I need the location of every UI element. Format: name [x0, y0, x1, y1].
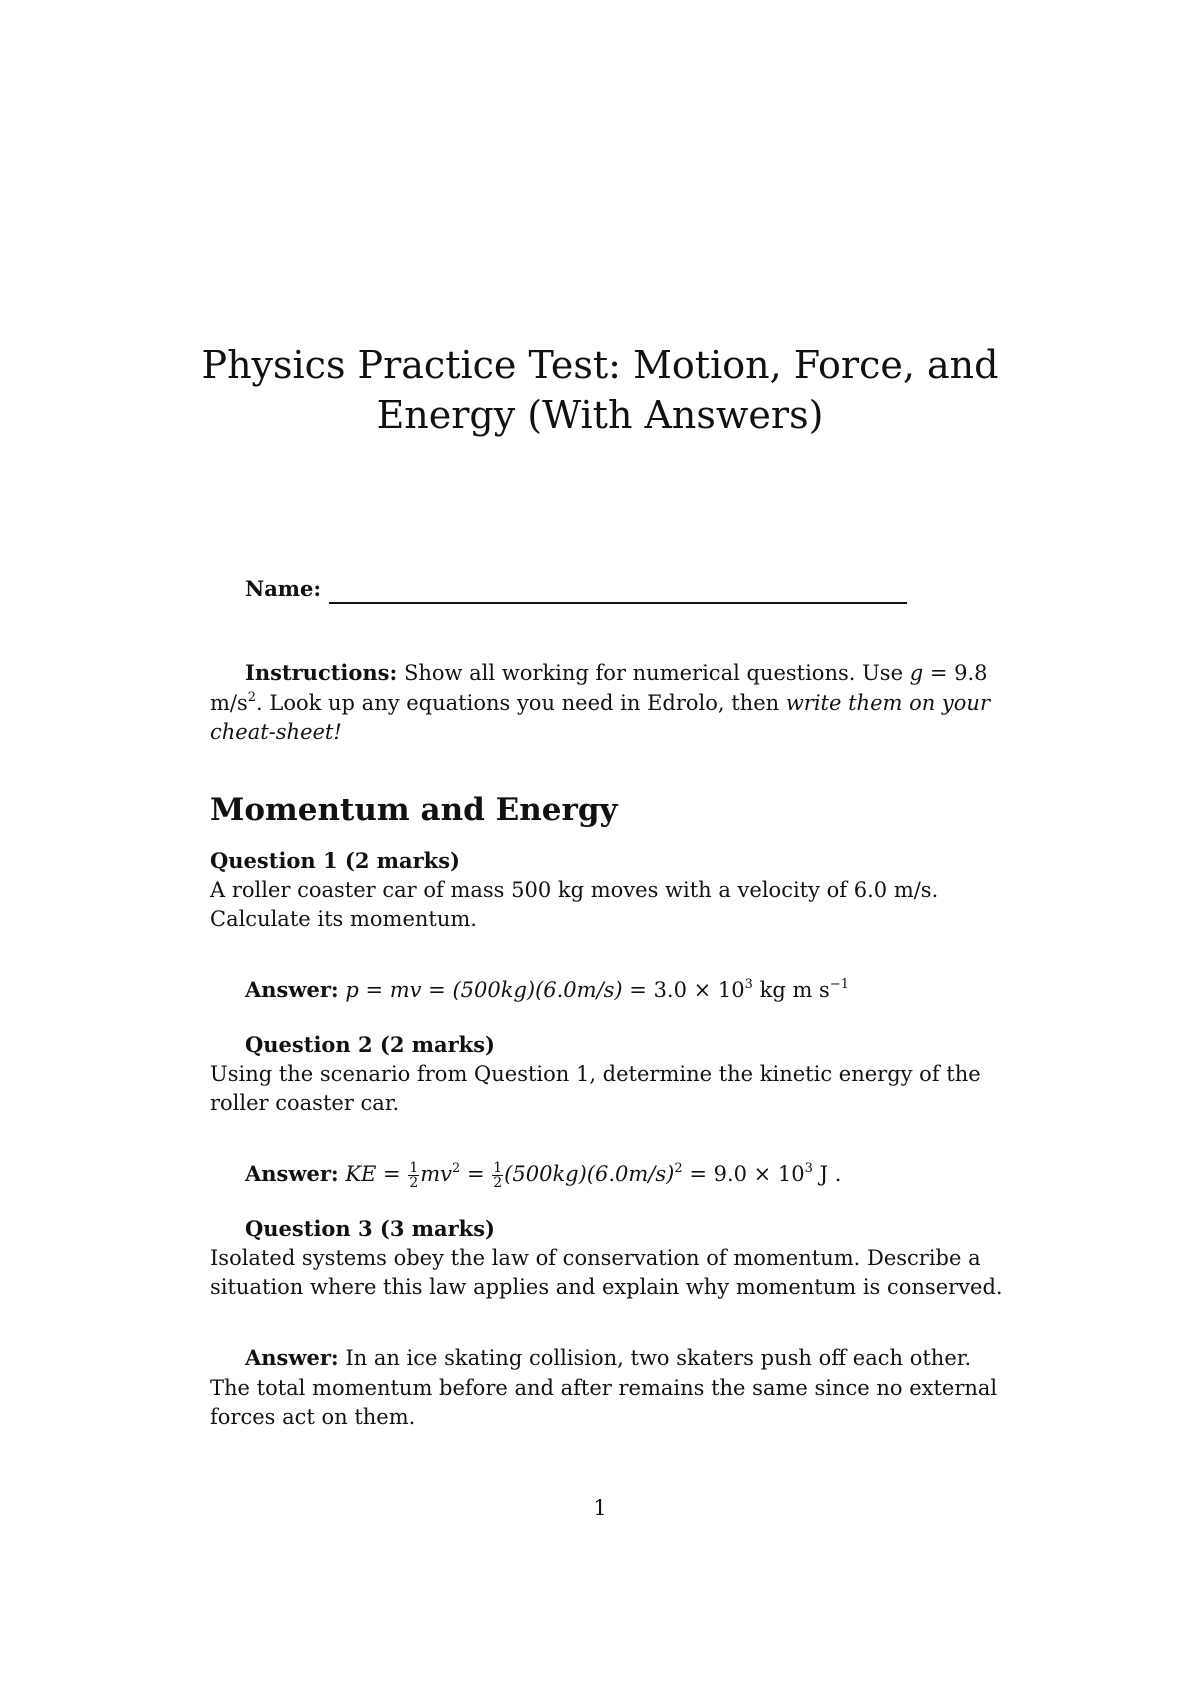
name-blank-line: [329, 580, 907, 604]
answer-2-unit: J .: [812, 1162, 842, 1186]
instructions-text-2: . Look up any equations you need in Edrolo, then: [256, 690, 786, 715]
instructions-emphasis: write them on your cheat-sheet!: [210, 690, 990, 744]
answer-2-equals-2: =: [460, 1162, 492, 1186]
answer-3-label: Answer:: [245, 1345, 339, 1370]
title-line-1: Physics Practice Test: Motion, Force, and: [201, 343, 999, 387]
question-1: [210, 846, 1003, 935]
answer-3-text: In an ice skating collision, two skaters push off each other. The total momentum before and after remains the same since no external forces act on them.: [210, 1346, 998, 1429]
answer-2-fraction-1: $\frac{1}{2}$: [409, 1160, 419, 1191]
answer-2-fraction-2: $\frac{1}{2}$: [493, 1160, 503, 1191]
gravity-exponent: 2: [247, 689, 257, 705]
answer-2-square-2: 2: [674, 1161, 683, 1176]
answer-2-result: = 9.0 × 10: [682, 1162, 805, 1186]
question-3-text: Isolated systems obey the law of conservation of momentum. Describe a situation where this law applies and explain why momentum is conserved.: [210, 1245, 1003, 1299]
instructions-label: Instructions:: [245, 660, 398, 685]
title-line-2: Energy (With Answers): [376, 393, 824, 437]
question-1-text: A roller coaster car of mass 500 kg moves with a velocity of 6.0 m/s. Calculate its momentum.: [210, 877, 939, 931]
question-3: [210, 1214, 1003, 1303]
answer-1-exponent: 3: [744, 977, 753, 992]
answer-1-unit-exponent: −1: [829, 977, 849, 992]
answer-2-ke: KE: [345, 1162, 377, 1186]
instructions-paragraph: [210, 658, 1023, 748]
gravity-symbol: g: [909, 661, 924, 685]
question-2: [210, 1030, 1003, 1119]
name-label: Name:: [245, 576, 322, 601]
answer-1-result: = 3.0 × 10: [622, 978, 745, 1002]
answer-2-substitution: (500kg)(6.0m/s): [504, 1162, 675, 1186]
answer-1-label: Answer:: [245, 977, 339, 1002]
answer-1-unit: kg m s: [752, 978, 830, 1002]
question-3-title: Question 3 (3 marks): [245, 1216, 495, 1241]
gravity-value: = 9.8 m/s: [210, 661, 988, 715]
instructions-text-1: Show all working for numerical questions. Use: [403, 661, 910, 685]
answer-2-mv: mv: [420, 1162, 453, 1186]
name-field-row: [245, 574, 907, 604]
answer-1-expression: p = mv = (500kg)(6.0m/s): [345, 978, 623, 1002]
answer-2-label: Answer:: [245, 1161, 339, 1186]
answer-3: [210, 1343, 1003, 1433]
answer-1: [245, 975, 849, 1005]
section-heading: Momentum and Energy: [210, 792, 618, 828]
answer-2-square-1: 2: [452, 1161, 461, 1176]
question-2-text: Using the scenario from Question 1, determine the kinetic energy of the roller coaster car.: [210, 1061, 981, 1115]
document-title: [200, 340, 1000, 440]
page-number: 1: [593, 1496, 607, 1520]
answer-2-exponent: 3: [804, 1161, 813, 1176]
answer-2: [245, 1159, 841, 1190]
question-1-title: Question 1 (2 marks): [210, 848, 460, 873]
answer-2-equals-1: =: [376, 1162, 408, 1186]
question-2-title: Question 2 (2 marks): [245, 1032, 495, 1057]
